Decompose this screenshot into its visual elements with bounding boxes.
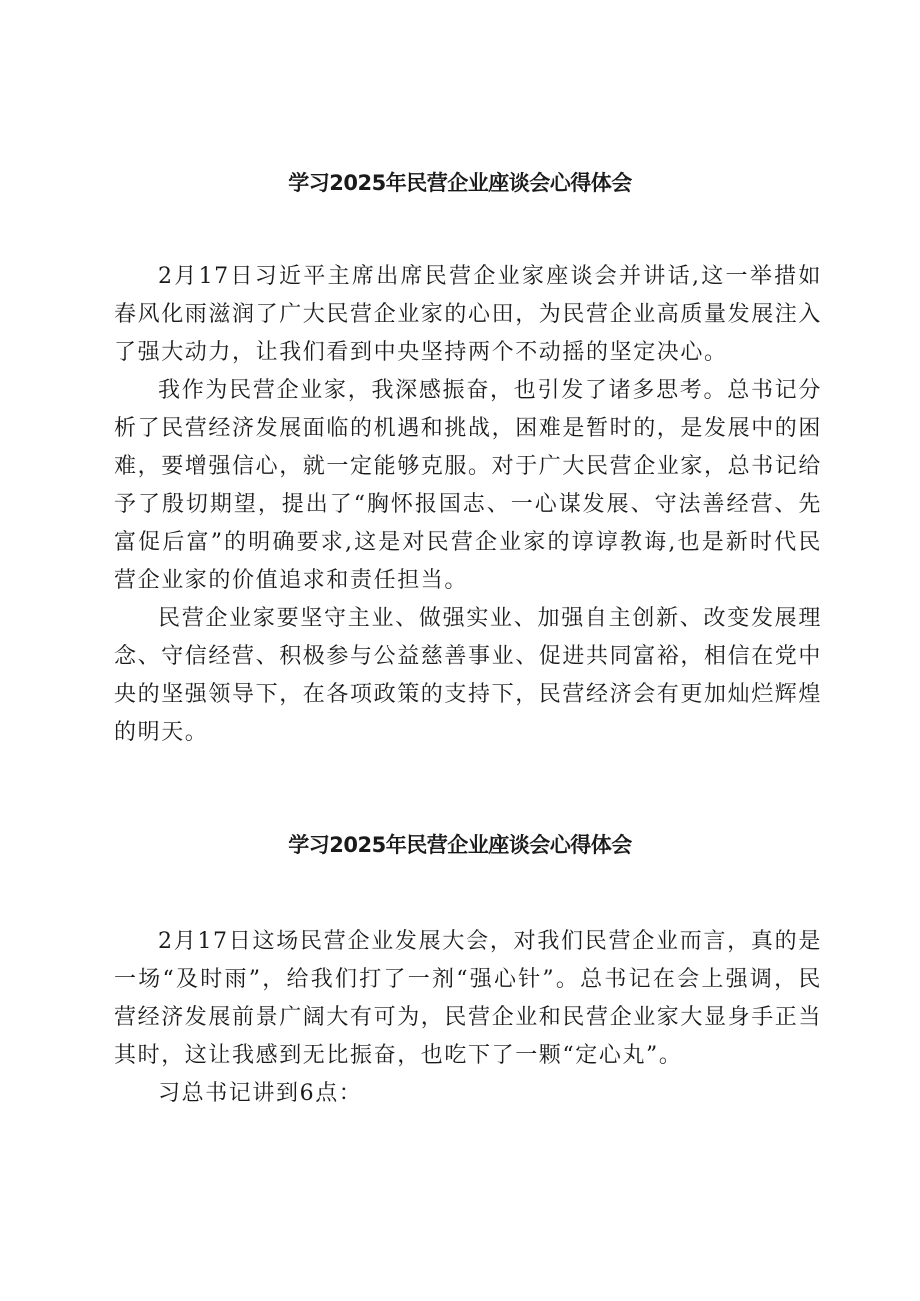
article-2-body <box>114 923 822 1113</box>
article-1-paragraph: 2月17日习近平主席出席民营企业家座谈会并讲话,这一举措如春风化雨滋润了广大民营企业家的心田，为民营企业高质量发展注入了强大动力，让我们看到中央坚持两个不动摇的坚定决心。 <box>114 264 823 365</box>
article-1-body <box>114 258 822 752</box>
article-2-paragraph: 2月17日这场民营企业发展大会，对我们民营企业而言，真的是一场“及时雨”，给我们打了一剂“强心针”。总书记在会上强调，民营经济发展前景广阔大有可为，民营企业和民营企业家大显身手正当其时，这让我感到无比振奋，也吃下了一颗“定心丸”。 <box>114 929 823 1068</box>
article-2-title: 学习2025年民营企业座谈会心得体会 <box>288 833 632 857</box>
article-1-paragraph: 民营企业家要坚守主业、做强实业、加强自主创新、改变发展理念、守信经营、积极参与公益慈善事业、促进共同富裕，相信在党中央的坚强领导下，在各项政策的支持下，民营经济会有更加灿烂辉煌的明天。 <box>114 606 823 745</box>
article-2-paragraph: 习总书记讲到6点： <box>158 1081 363 1106</box>
article-1-title: 学习2025年民营企业座谈会心得体会 <box>288 171 632 195</box>
article-1-paragraph: 我作为民营企业家，我深感振奋，也引发了诸多思考。总书记分析了民营经济发展面临的机遇和挑战，困难是暂时的，是发展中的困难，要增强信心，就一定能够克服。对于广大民营企业家，总书记给予了殷切期望，提出了“胸怀报国志、一心谋发展、守法善经营、先富促后富”的明确要求,这是对民营企业家的谆谆教诲,也是新时代民营企业家的价值追求和责任担当。 <box>114 378 823 593</box>
